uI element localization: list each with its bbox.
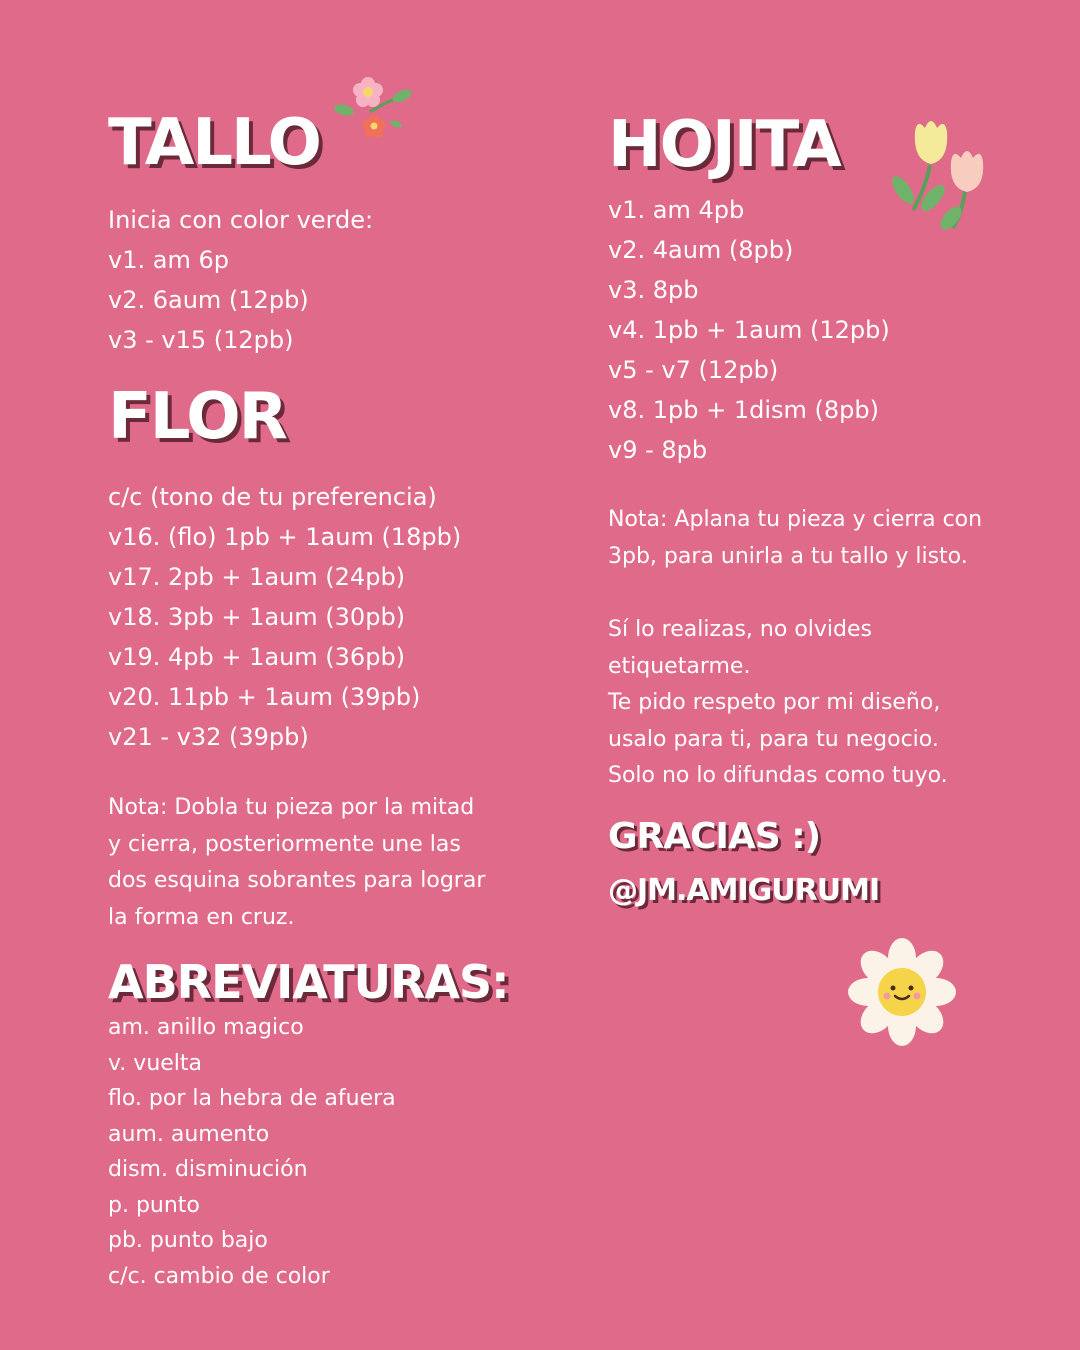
abreviatura-item: p. punto — [108, 1192, 200, 1218]
hojita-line: v8. 1pb + 1dism (8pb) — [608, 396, 879, 424]
author-message-line: etiquetarme. — [608, 653, 751, 679]
hojita-note-line: 3pb, para unirla a tu tallo y listo. — [608, 543, 968, 569]
hojita-instructions — [608, 190, 890, 470]
flor-line: v16. (flo) 1pb + 1aum (18pb) — [108, 523, 462, 551]
smiling-daisy-icon — [846, 936, 958, 1048]
tallo-title: TALLO — [108, 106, 320, 180]
flor-line: v19. 4pb + 1aum (36pb) — [108, 643, 406, 671]
author-message-line: Solo no lo difundas como tuyo. — [608, 763, 948, 788]
flor-line: v17. 2pb + 1aum (24pb) — [108, 563, 406, 591]
tulips-icon — [885, 110, 995, 240]
abreviatura-item: flo. por la hebra de afuera — [108, 1086, 396, 1111]
flor-line: v21 - v32 (39pb) — [108, 723, 309, 751]
hojita-title: HOJITA — [608, 108, 840, 182]
tallo-line: v1. am 6p — [108, 246, 229, 274]
tallo-line: v3 - v15 (12pb) — [108, 326, 294, 354]
author-message-line: Sí lo realizas, no olvides — [608, 617, 872, 642]
abreviatura-item: am. anillo magico — [108, 1015, 304, 1040]
flor-note-line: Nota: Dobla tu pieza por la mitad — [108, 795, 475, 820]
abreviaturas-list — [108, 1010, 396, 1294]
hojita-line: v3. 8pb — [608, 276, 699, 304]
hojita-line: v4. 1pb + 1aum (12pb) — [608, 316, 890, 344]
flor-line: v20. 11pb + 1aum (39pb) — [108, 683, 421, 711]
abreviatura-item: c/c. cambio de color — [108, 1263, 330, 1289]
hojita-line: v9 - 8pb — [608, 436, 708, 464]
flor-note-line: la forma en cruz. — [108, 904, 295, 930]
thanks-title: GRACIAS :) — [608, 816, 821, 857]
abreviatura-item: pb. punto bajo — [108, 1228, 268, 1253]
author-handle: @JM.AMIGURUMI — [608, 873, 880, 908]
flor-note-line: dos esquina sobrantes para lograr — [108, 868, 486, 893]
flor-line: v18. 3pb + 1aum (30pb) — [108, 603, 406, 631]
hojita-note — [608, 502, 982, 575]
hojita-line: v1. am 4pb — [608, 196, 745, 224]
flor-instructions — [108, 477, 461, 757]
author-message — [608, 612, 948, 795]
flor-note — [108, 790, 485, 936]
hojita-note-line: Nota: Aplana tu pieza y cierra con — [608, 507, 983, 532]
flor-line: c/c (tono de tu preferencia) — [108, 483, 437, 511]
hojita-line: v2. 4aum (8pb) — [608, 236, 794, 264]
flor-title: FLOR — [108, 380, 286, 454]
author-message-line: Te pido respeto por mi diseño, — [608, 690, 941, 715]
tallo-line: v2. 6aum (12pb) — [108, 286, 309, 314]
hojita-line: v5 - v7 (12pb) — [608, 356, 779, 384]
small-flowers-icon — [330, 72, 420, 147]
abreviatura-item: v. vuelta — [108, 1050, 203, 1076]
tallo-line: Inicia con color verde: — [108, 206, 374, 234]
abreviatura-item: dism. disminución — [108, 1157, 308, 1182]
tallo-instructions — [108, 200, 373, 360]
flor-note-line: y cierra, posteriormente une las — [108, 831, 461, 857]
author-message-line: usalo para ti, para tu negocio. — [608, 726, 939, 752]
abreviaturas-title: ABREVIATURAS: — [108, 955, 509, 1009]
abreviatura-item: aum. aumento — [108, 1121, 270, 1147]
